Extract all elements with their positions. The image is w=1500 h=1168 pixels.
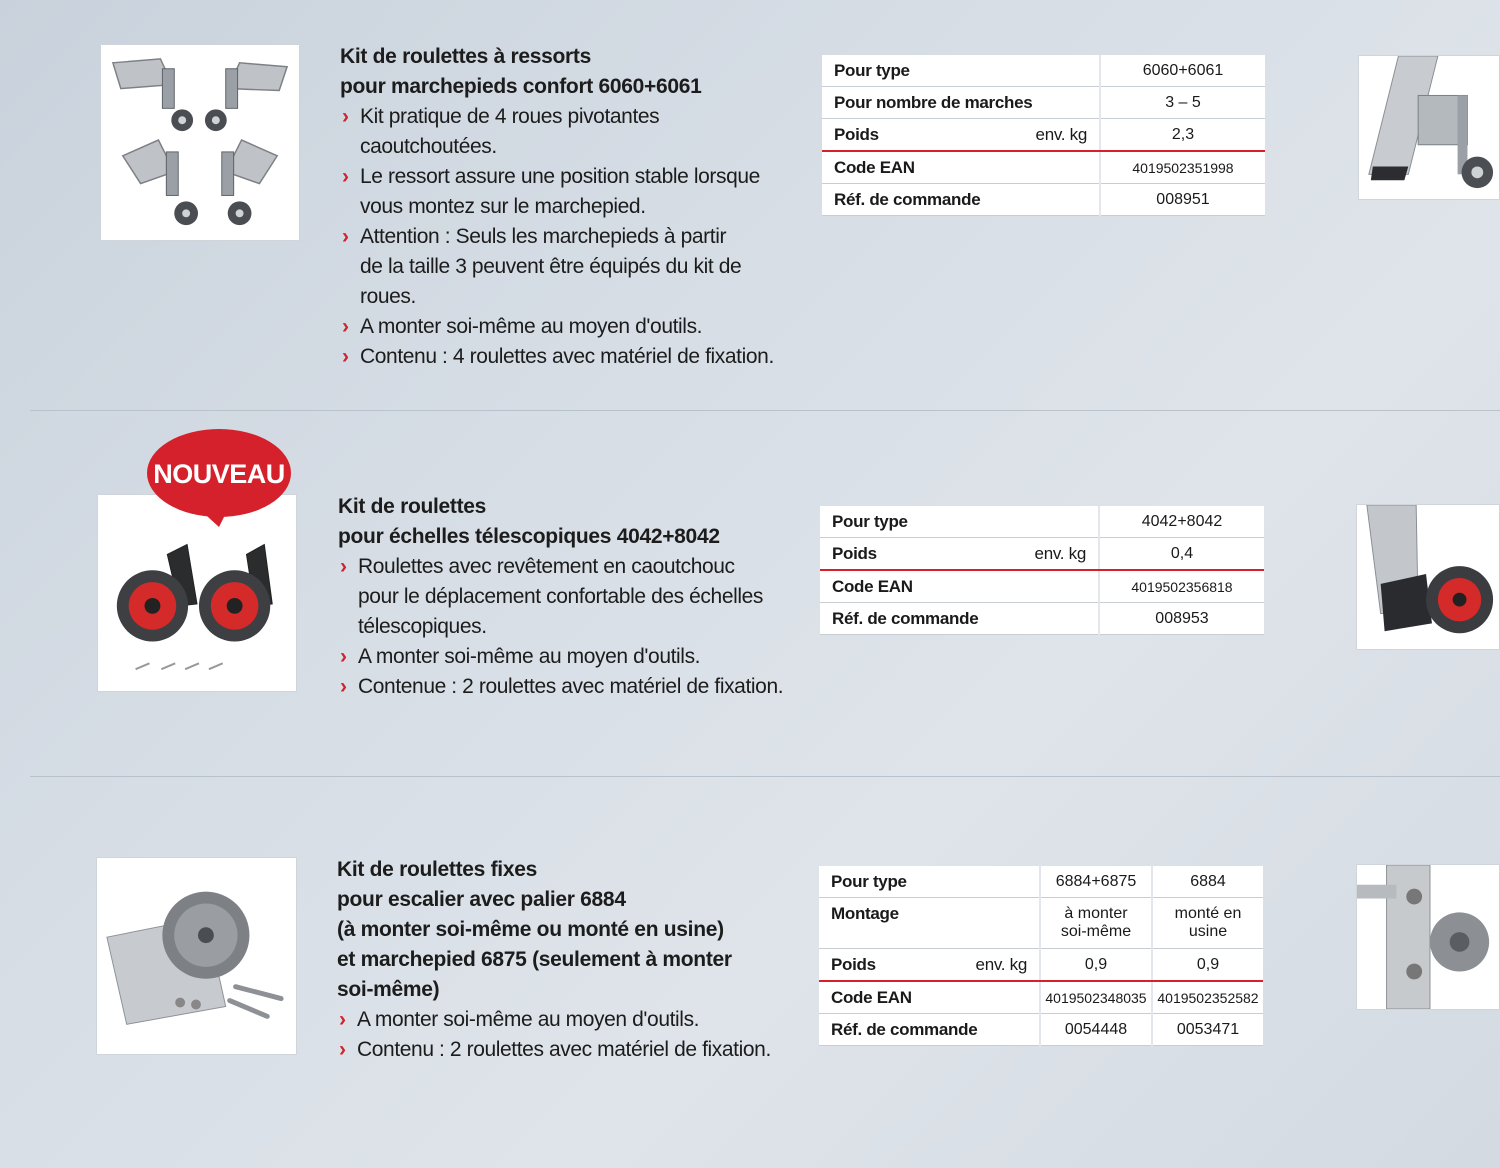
- spec-label: Code EAN: [820, 570, 1099, 603]
- feature-list: [337, 1005, 797, 1065]
- new-badge: [145, 427, 293, 527]
- spec-value: 0,9: [1040, 949, 1152, 982]
- spec-value: monté en usine: [1152, 898, 1263, 949]
- list-item: › Kit pratique de 4 roues pivotantes caoutchoutées.: [340, 102, 800, 162]
- feature-list: [340, 102, 800, 372]
- list-item: › A monter soi-même au moyen d'outils.: [340, 312, 800, 342]
- spec-unit: env. kg: [1035, 124, 1087, 144]
- spec-value: 0053471: [1152, 1014, 1263, 1046]
- ladder-wheel-photo: [1356, 504, 1500, 650]
- list-item: › A monter soi-même au moyen d'outils.: [337, 1005, 797, 1035]
- product-title-line: pour marchepieds confort 6060+6061: [340, 75, 702, 98]
- table-row: [819, 981, 1263, 1014]
- caster-kit-image: [100, 44, 300, 241]
- table-row: [819, 898, 1263, 949]
- table-row: [822, 184, 1265, 216]
- product-fixed-wheels: [337, 855, 797, 1065]
- spec-label: Poids env. kg: [820, 538, 1099, 571]
- list-item: › Contenue : 2 roulettes avec matériel de fixation.: [338, 672, 798, 702]
- table-row: [820, 570, 1264, 603]
- product-title-line: Kit de roulettes: [338, 495, 487, 518]
- list-item: › Attention : Seuls les marchepieds à partir: [340, 222, 800, 252]
- list-item: › Le ressort assure une position stable lorsque: [340, 162, 800, 192]
- spec-value: 0,4: [1099, 538, 1264, 571]
- spec-value: 6884+6875: [1040, 866, 1152, 898]
- table-row: [819, 949, 1263, 982]
- table-row: [819, 866, 1263, 898]
- stair-wheel-photo: [1356, 864, 1500, 1010]
- spec-value: 008953: [1099, 603, 1264, 635]
- product-caster-springs: [340, 42, 800, 372]
- spec-label: Pour type: [820, 506, 1099, 538]
- list-item: › Contenu : 2 roulettes avec matériel de fixation.: [337, 1035, 797, 1065]
- spec-label: Réf. de commande: [819, 1014, 1040, 1046]
- spec-label: Poids env. kg: [822, 119, 1100, 152]
- new-badge-label: NOUVEAU: [153, 459, 285, 489]
- list-item-continued: pour le déplacement confortable des échelles: [358, 585, 764, 608]
- spec-label: Poids env. kg: [819, 949, 1040, 982]
- table-row: [822, 119, 1265, 152]
- spec-value: 008951: [1100, 184, 1265, 216]
- spec-value: 4019502348035: [1040, 981, 1152, 1014]
- product-telescopic-wheels: [338, 492, 798, 702]
- spec-value: à monter soi-même: [1040, 898, 1152, 949]
- spec-table: [819, 866, 1263, 1046]
- table-row: [822, 87, 1265, 119]
- spec-value: 4019502352582: [1152, 981, 1263, 1014]
- spec-unit: env. kg: [1034, 543, 1086, 563]
- list-item: › A monter soi-même au moyen d'outils.: [338, 642, 798, 672]
- list-item-continued: de la taille 3 peuvent être équipés du kit de roues.: [360, 255, 742, 308]
- product-title-line: Kit de roulettes à ressorts: [340, 45, 591, 68]
- spec-value: 0054448: [1040, 1014, 1152, 1046]
- spec-label: Pour nombre de marches: [822, 87, 1100, 119]
- spec-value: 3 – 5: [1100, 87, 1265, 119]
- product-title-line: Kit de roulettes fixes: [337, 858, 537, 881]
- table-row: [820, 603, 1264, 635]
- product-title-line: soi-même): [337, 978, 440, 1001]
- section-divider: [30, 776, 1500, 777]
- list-item-continued: télescopiques.: [358, 615, 487, 638]
- spec-label: Montage: [819, 898, 1040, 949]
- table-row: [820, 506, 1264, 538]
- table-row: [820, 538, 1264, 571]
- spec-label: Réf. de commande: [822, 184, 1100, 216]
- spec-value: 4019502356818: [1099, 570, 1264, 603]
- spec-value: 0,9: [1152, 949, 1263, 982]
- spec-unit: env. kg: [975, 954, 1027, 974]
- fixed-wheel-image: [96, 857, 297, 1055]
- product-title-line: (à monter soi-même ou monté en usine): [337, 918, 724, 941]
- spec-label: Code EAN: [822, 151, 1100, 184]
- spec-value: 6884: [1152, 866, 1263, 898]
- product-title-line: et marchepied 6875 (seulement à monter: [337, 948, 732, 971]
- spec-value: 4019502351998: [1100, 151, 1265, 184]
- product-title-line: pour échelles télescopiques 4042+8042: [338, 525, 720, 548]
- spec-label: Pour type: [822, 55, 1100, 87]
- spec-table: [822, 55, 1265, 216]
- list-item: › Contenu : 4 roulettes avec matériel de fixation.: [340, 342, 800, 372]
- spec-label: Pour type: [819, 866, 1040, 898]
- product-title-line: pour escalier avec palier 6884: [337, 888, 626, 911]
- feature-list: [338, 552, 798, 702]
- spec-value: 4042+8042: [1099, 506, 1264, 538]
- spec-label: Réf. de commande: [820, 603, 1099, 635]
- spec-label: Code EAN: [819, 981, 1040, 1014]
- table-row: [822, 55, 1265, 87]
- spec-value: 6060+6061: [1100, 55, 1265, 87]
- section-divider: [30, 410, 1500, 411]
- stepladder-wheel-photo: [1358, 55, 1500, 200]
- table-row: [819, 1014, 1263, 1046]
- spec-value: 2,3: [1100, 119, 1265, 152]
- spec-table: [820, 506, 1264, 635]
- table-row: [822, 151, 1265, 184]
- list-item-continued: vous montez sur le marchepied.: [360, 195, 646, 218]
- list-item: › Roulettes avec revêtement en caoutchouc: [338, 552, 798, 582]
